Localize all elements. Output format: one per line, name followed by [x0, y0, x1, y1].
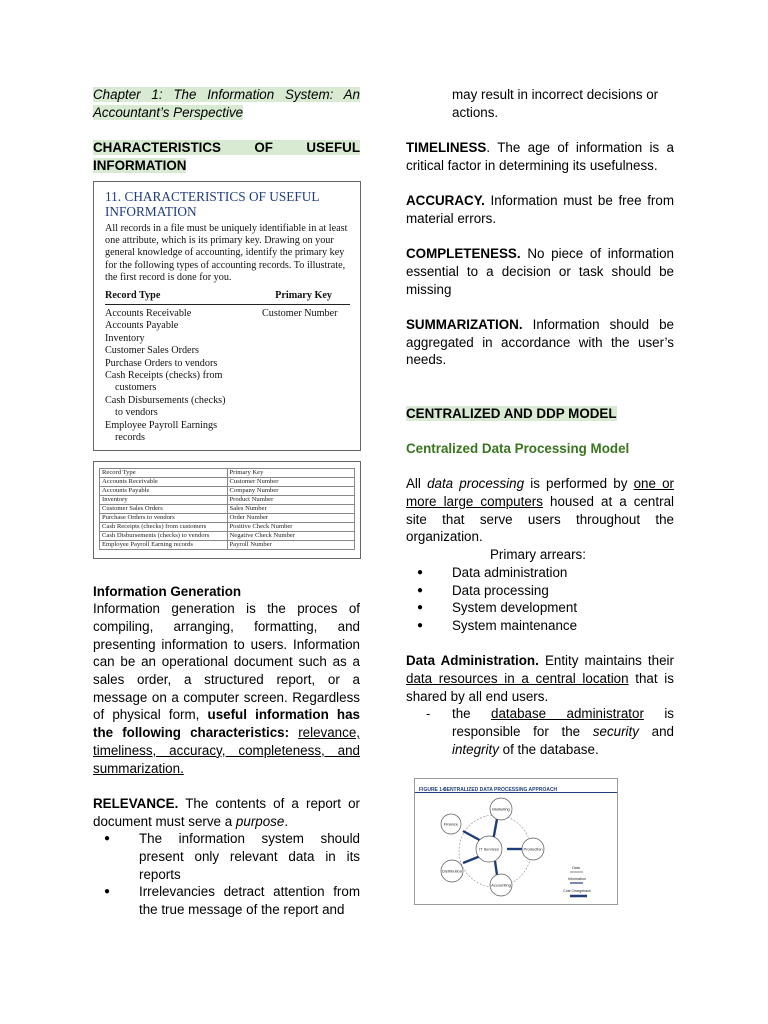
relevance-list	[93, 830, 360, 919]
answer-table	[99, 468, 355, 550]
record-type-cell: Accounts Receivable	[100, 477, 228, 486]
right-column	[406, 86, 674, 905]
primary-key-cell: Positive Check Number	[227, 522, 355, 531]
primary-areas-label: Primary arrears:	[490, 547, 586, 563]
continuation-text: may result in incorrect decisions or actions.	[452, 87, 659, 120]
legend-information: Information	[568, 876, 586, 881]
info-generation-paragraph: Information generation is the proces of compiling, arranging, formatting, and presenting information to users. Information can be an operational document such as a sales order, a structured report, or a message on a computer screen. Regardless of physical form, useful information has the following characteristics: relevance, timeliness, accuracy, completeness, and summarization.	[93, 601, 360, 776]
primary-key-cell: Primary Key	[227, 468, 355, 477]
timeliness-paragraph: TIMELINESS. The age of information is a critical factor in determining its usefulness.	[406, 140, 674, 173]
answer-table-row	[100, 477, 355, 486]
centralized-diagram	[414, 778, 618, 905]
record-type-cell: Cash Disbursements (checks) to vendors	[100, 531, 228, 540]
primary-key-cell: Customer Number	[227, 477, 355, 486]
record-type-cell: Record Type	[100, 468, 228, 477]
answer-table-row	[100, 486, 355, 495]
accuracy-paragraph: ACCURACY. Information must be free from material errors.	[406, 193, 674, 226]
primary-key-cell: Payroll Number	[227, 540, 355, 549]
figure-body: All records in a file must be uniquely identifiable in at least one attribute, which is its primary key. Drawing on your general knowledge of accounting, identify the primary key for the following types of accounting records. To illustrate, the first record is done for you.	[105, 222, 348, 284]
left-column	[93, 86, 360, 919]
diagram-graphic	[415, 779, 617, 904]
answer-table-row	[100, 540, 355, 549]
primary-key-cell: Negative Check Number	[227, 531, 355, 540]
figure-row: to vendors	[115, 407, 158, 419]
answer-table-row	[100, 504, 355, 513]
subheading: Centralized Data Processing Model	[406, 440, 630, 456]
primary-key-cell: Order Number	[227, 513, 355, 522]
list-item: ● Data administration	[452, 564, 674, 582]
figure-row: Cash Disbursements (checks)	[105, 394, 226, 406]
node-label: Production	[523, 846, 543, 852]
figure-row: Accounts Payable	[105, 320, 179, 332]
legend-cost-chargeback: Cost Chargeback	[563, 888, 591, 893]
legend-data: Data	[572, 865, 580, 870]
list-item: ● System maintenance	[452, 617, 674, 635]
relevance-paragraph: RELEVANCE. The contents of a report or document must serve a purpose.	[93, 795, 360, 829]
node-label: Finance	[443, 821, 459, 827]
data-admin-paragraph: Data Administration. Entity maintains their data resources in a central location that is shared by all end users.	[406, 653, 674, 704]
record-type-cell: Purchase Orders to vendors	[100, 513, 228, 522]
record-type-cell: Inventory	[100, 495, 228, 504]
figure-title: 11. CHARACTERISTICS OF USEFUL INFORMATION	[105, 188, 320, 219]
figure-row: Cash Receipts (checks) from	[105, 369, 223, 381]
section-heading: CHARACTERISTICS OF USEFUL INFORMATION	[93, 140, 360, 173]
diagram-title: CENTRALIZED DATA PROCESSING APPROACH	[443, 786, 558, 793]
node-label: Accounting	[491, 882, 511, 888]
list-item: ● Data processing	[452, 582, 674, 600]
figure-label: FIGURE 1-9	[419, 786, 447, 793]
figure-row: Accounts Receivable Customer Number	[105, 307, 338, 319]
figure-table-header: Record Type Primary Key	[105, 290, 350, 305]
record-type-cell: Cash Receipts (checks) from customers	[100, 522, 228, 531]
answer-table-row	[100, 495, 355, 504]
primary-key-cell: Product Number	[227, 495, 355, 504]
answer-table-row	[100, 531, 355, 540]
figure-row: Inventory	[105, 332, 145, 344]
figure-row: Customer Sales Orders	[105, 345, 199, 357]
info-generation-heading: Information Generation	[93, 583, 242, 599]
list-item: ● System development	[452, 599, 674, 617]
dba-list	[406, 705, 674, 758]
answer-table-row	[100, 468, 355, 477]
primary-key-cell: Company Number	[227, 486, 355, 495]
primary-key-cell: Sales Number	[227, 504, 355, 513]
diagram-legend	[563, 866, 591, 896]
node-label: Marketing	[492, 806, 510, 812]
node-label: Distribution	[441, 868, 463, 874]
list-item: - the database administrator is responsible for the security and integrity of the database.	[452, 705, 674, 758]
completeness-paragraph: COMPLETENESS. No piece of information essential to a decision or task should be missing	[406, 246, 674, 297]
answer-table-figure	[93, 461, 361, 559]
model-heading: CENTRALIZED AND DDP MODEL	[406, 405, 617, 421]
cdp-paragraph: All data processing is performed by one or more large computers housed at a central site that serve users throughout the organization.	[406, 476, 674, 545]
figure-row: Employee Payroll Earnings	[105, 419, 218, 431]
record-type-cell: Customer Sales Orders	[100, 504, 228, 513]
list-item: ● The information system should present only relevant data in its reports	[139, 830, 360, 883]
figure-row: customers	[115, 382, 157, 394]
chapter-title: Chapter 1: The Information System: An Accountant’s Perspective	[93, 87, 360, 120]
list-item: ● Irrelevancies detract attention from the true message of the report and	[139, 883, 360, 918]
areas-list	[406, 564, 674, 635]
summarization-paragraph: SUMMARIZATION. Information should be aggregated in accordance with the user’s needs.	[406, 317, 674, 368]
figure-row: records	[115, 432, 145, 443]
answer-table-row	[100, 522, 355, 531]
figure-row: Purchase Orders to vendors	[105, 357, 218, 369]
answer-table-row	[100, 513, 355, 522]
record-type-cell: Accounts Payable	[100, 486, 228, 495]
node-label: IT Services	[479, 846, 499, 852]
record-type-cell: Employee Payroll Earning records	[100, 540, 228, 549]
textbook-figure	[93, 181, 361, 451]
